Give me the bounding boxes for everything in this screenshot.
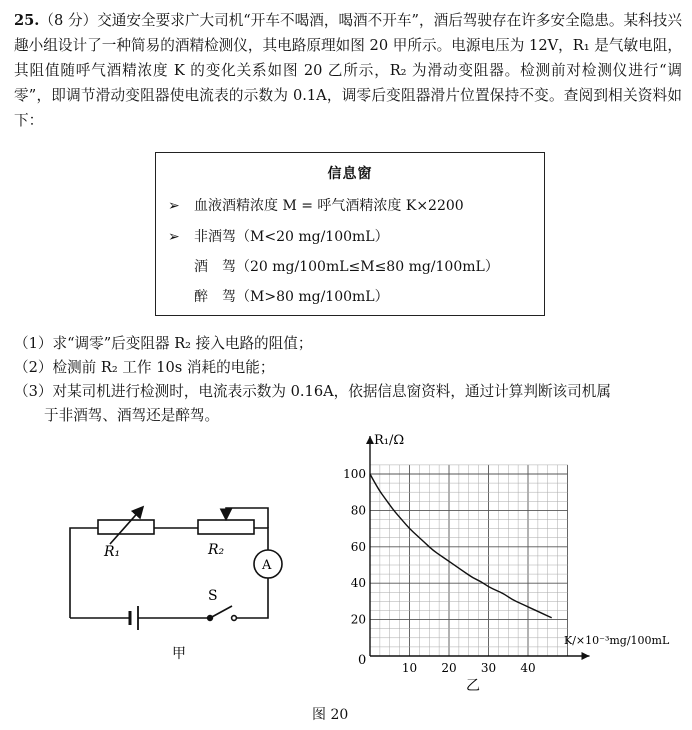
question-3-continued [14,404,682,428]
info-line-4: 醉 驾（M>80 mg/100mL） [194,289,389,305]
problem-number: 25. [14,12,40,29]
bullet-arrow-icon: ➢ [168,198,180,214]
switch-label: S [208,588,218,604]
circuit-diagram [56,458,296,698]
figure-caption: 图 20 [312,707,349,723]
r1-vs-k-chart [332,428,692,703]
circuit-caption: 甲 [172,646,186,662]
x-axis-label: K/×10⁻³mg/100mL [564,634,670,647]
x-tick-label: 30 [480,661,497,675]
r2-resistor [198,520,254,534]
r1-label: R₁ [104,544,121,560]
y-tick-label: 100 [343,467,366,481]
y-axis-arrow-icon [366,436,374,444]
info-box-title: 信息窗 [327,166,373,182]
switch-contact [232,616,237,621]
y-tick-label: 60 [350,539,366,554]
r2-label: R₂ [208,542,225,558]
info-box [155,152,545,316]
info-line-1 [168,195,464,215]
switch-blade [210,606,232,618]
wire-ammeter-down [234,578,268,618]
questions [14,332,682,428]
problem-paragraph [14,8,682,133]
chart-grid [370,465,568,656]
y-tick-label: 20 [350,612,366,627]
question-3: （3）对某司机进行检测时，电流表示数为 0.16A，依据信息窗资料，通过计算判断该司机属 [14,383,611,400]
x-tick-label: 40 [520,661,536,675]
y-tick-label: 80 [350,503,366,518]
question-3-continued-text: 于非酒驾、酒驾还是醉驾。 [44,407,220,424]
wire-right [254,528,268,550]
problem-statement [14,8,682,133]
question-1: （1）求“调零”后变阻器 R₂ 接入电路的阻值； [14,335,313,352]
bullet-arrow-icon: ➢ [168,229,180,245]
wire-top-left [70,528,98,618]
x-axis-arrow-icon [582,652,590,660]
x-tick-label: 20 [441,661,457,675]
chart-caption: 乙 [466,678,480,694]
series-line [370,474,552,618]
info-line-1-text: 血液酒精浓度 M = 呼气酒精浓度 K×2200 [194,198,464,214]
info-line-2-text: 非酒驾（M<20 mg/100mL） [194,229,389,245]
origin-label: 0 [358,653,367,668]
problem-text: 交通安全要求广大司机“开车不喝酒，喝酒不开车”，酒后驾驶存在许多安全隐患。某科技兴趣小组设计了一种简易的酒精检测仪，其电路原理如图 20 甲所示。电源电压为 12V，R₁ 是气敏电阻，其阻值随呼气酒精浓度 K 的变化关系如图 20 乙所示，R₂ 为滑动变阻器。检测前对检测仪进行“调零”，即调节滑动变阻器使电流表的示数为 0.1A，调零后变阻器滑片位置保持不变。查阅到相关资料如下： [14,12,682,129]
x-tick-label: 10 [401,661,418,675]
info-line-2 [168,226,389,246]
y-axis-label: R₁/Ω [374,433,405,448]
y-tick-label: 40 [350,576,366,591]
info-line-3: 酒 驾（20 mg/100mL≤M≤80 mg/100mL） [194,259,499,275]
problem-score: （8 分） [39,12,98,29]
ammeter-label: A [262,558,272,573]
question-2: （2）检测前 R₂ 工作 10s 消耗的电能； [14,359,275,376]
